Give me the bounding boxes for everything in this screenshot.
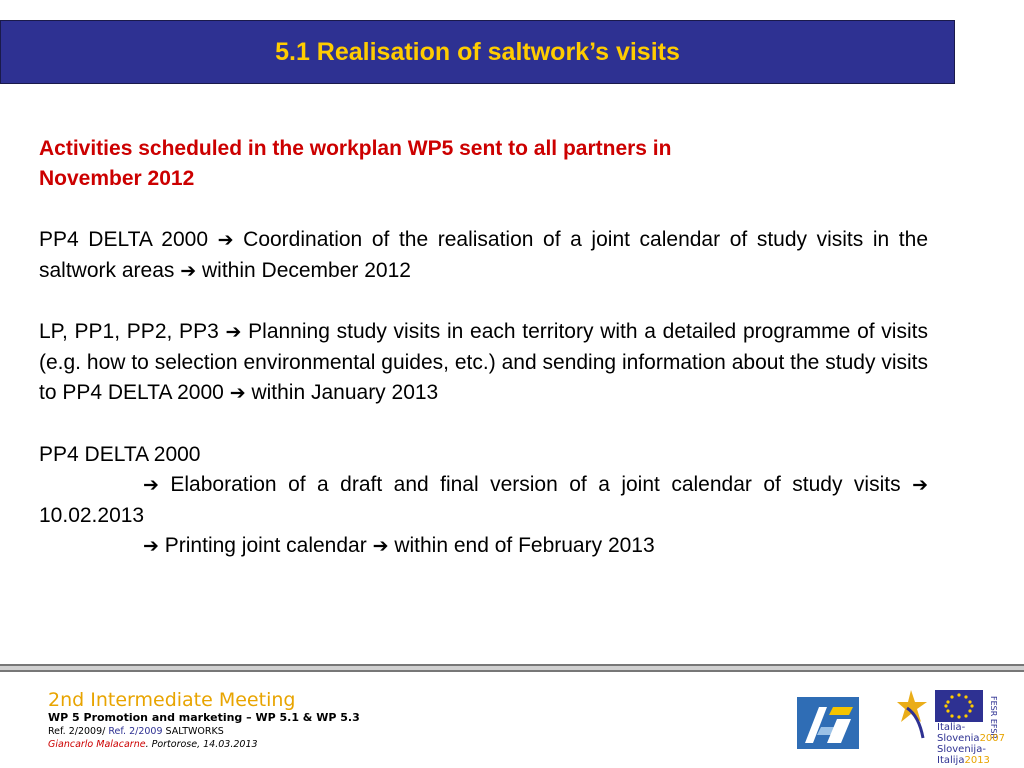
author-line: Giancarlo Malacarne. Portorose, 14.03.2013 [48, 739, 258, 750]
heading-line-2: November 2012 [39, 167, 195, 190]
arrow-icon: ➔ [143, 535, 159, 557]
work-package: WP 5 Promotion and marketing – WP 5.1 & WP 5.3 [48, 711, 360, 724]
paragraph-calendar: PP4 DELTA 2000 ➔ Elaboration of a draft and final version of a joint calendar of study visits ➔ 10.02.2013 ➔ Printing joint calendar ➔ within end of February 2013 [39, 442, 928, 557]
paragraph-coordination: PP4 DELTA 2000 ➔ Coordination of the realisation of a joint calendar of study visits in the saltwork areas ➔ within December 2012 [39, 228, 928, 282]
slide-content [39, 134, 928, 562]
arrow-icon: ➔ [912, 474, 928, 496]
slide-title: 5.1 Realisation of saltwork’s visits [275, 37, 680, 66]
programme-label: Italia-Slovenia2007 Slovenija-Italija2013 [937, 722, 1006, 766]
heading-line-1: Activities scheduled in the workplan WP5 sent to all partners in [39, 137, 672, 160]
project-logo [797, 697, 859, 749]
fesr-label: FESR EFSR [989, 696, 998, 739]
partner-label: PP4 DELTA 2000 [39, 442, 201, 466]
arrow-icon: ➔ [143, 474, 159, 496]
arrow-icon: ➔ [372, 535, 389, 557]
arrow-icon: ➔ [225, 321, 242, 343]
reference: Ref. 2/2009/ Ref. 2/2009 SALTWORKS [48, 726, 224, 737]
footer-divider [0, 664, 1024, 672]
footer-info [48, 689, 360, 751]
meeting-title: 2nd Intermediate Meeting [48, 689, 296, 711]
arrow-icon: ➔ [180, 259, 197, 282]
paragraph-planning: LP, PP1, PP2, PP3 ➔ Planning study visits in each territory with a detailed programme of visits (e.g. how to selection environmental guides, etc.) and sending information about the study visits to PP4 DELTA 2000 ➔ within January 2013 [39, 320, 928, 404]
arrow-icon: ➔ [217, 229, 234, 251]
content-heading [39, 134, 928, 194]
arrow-icon: ➔ [229, 382, 246, 404]
title-bar [0, 20, 955, 84]
